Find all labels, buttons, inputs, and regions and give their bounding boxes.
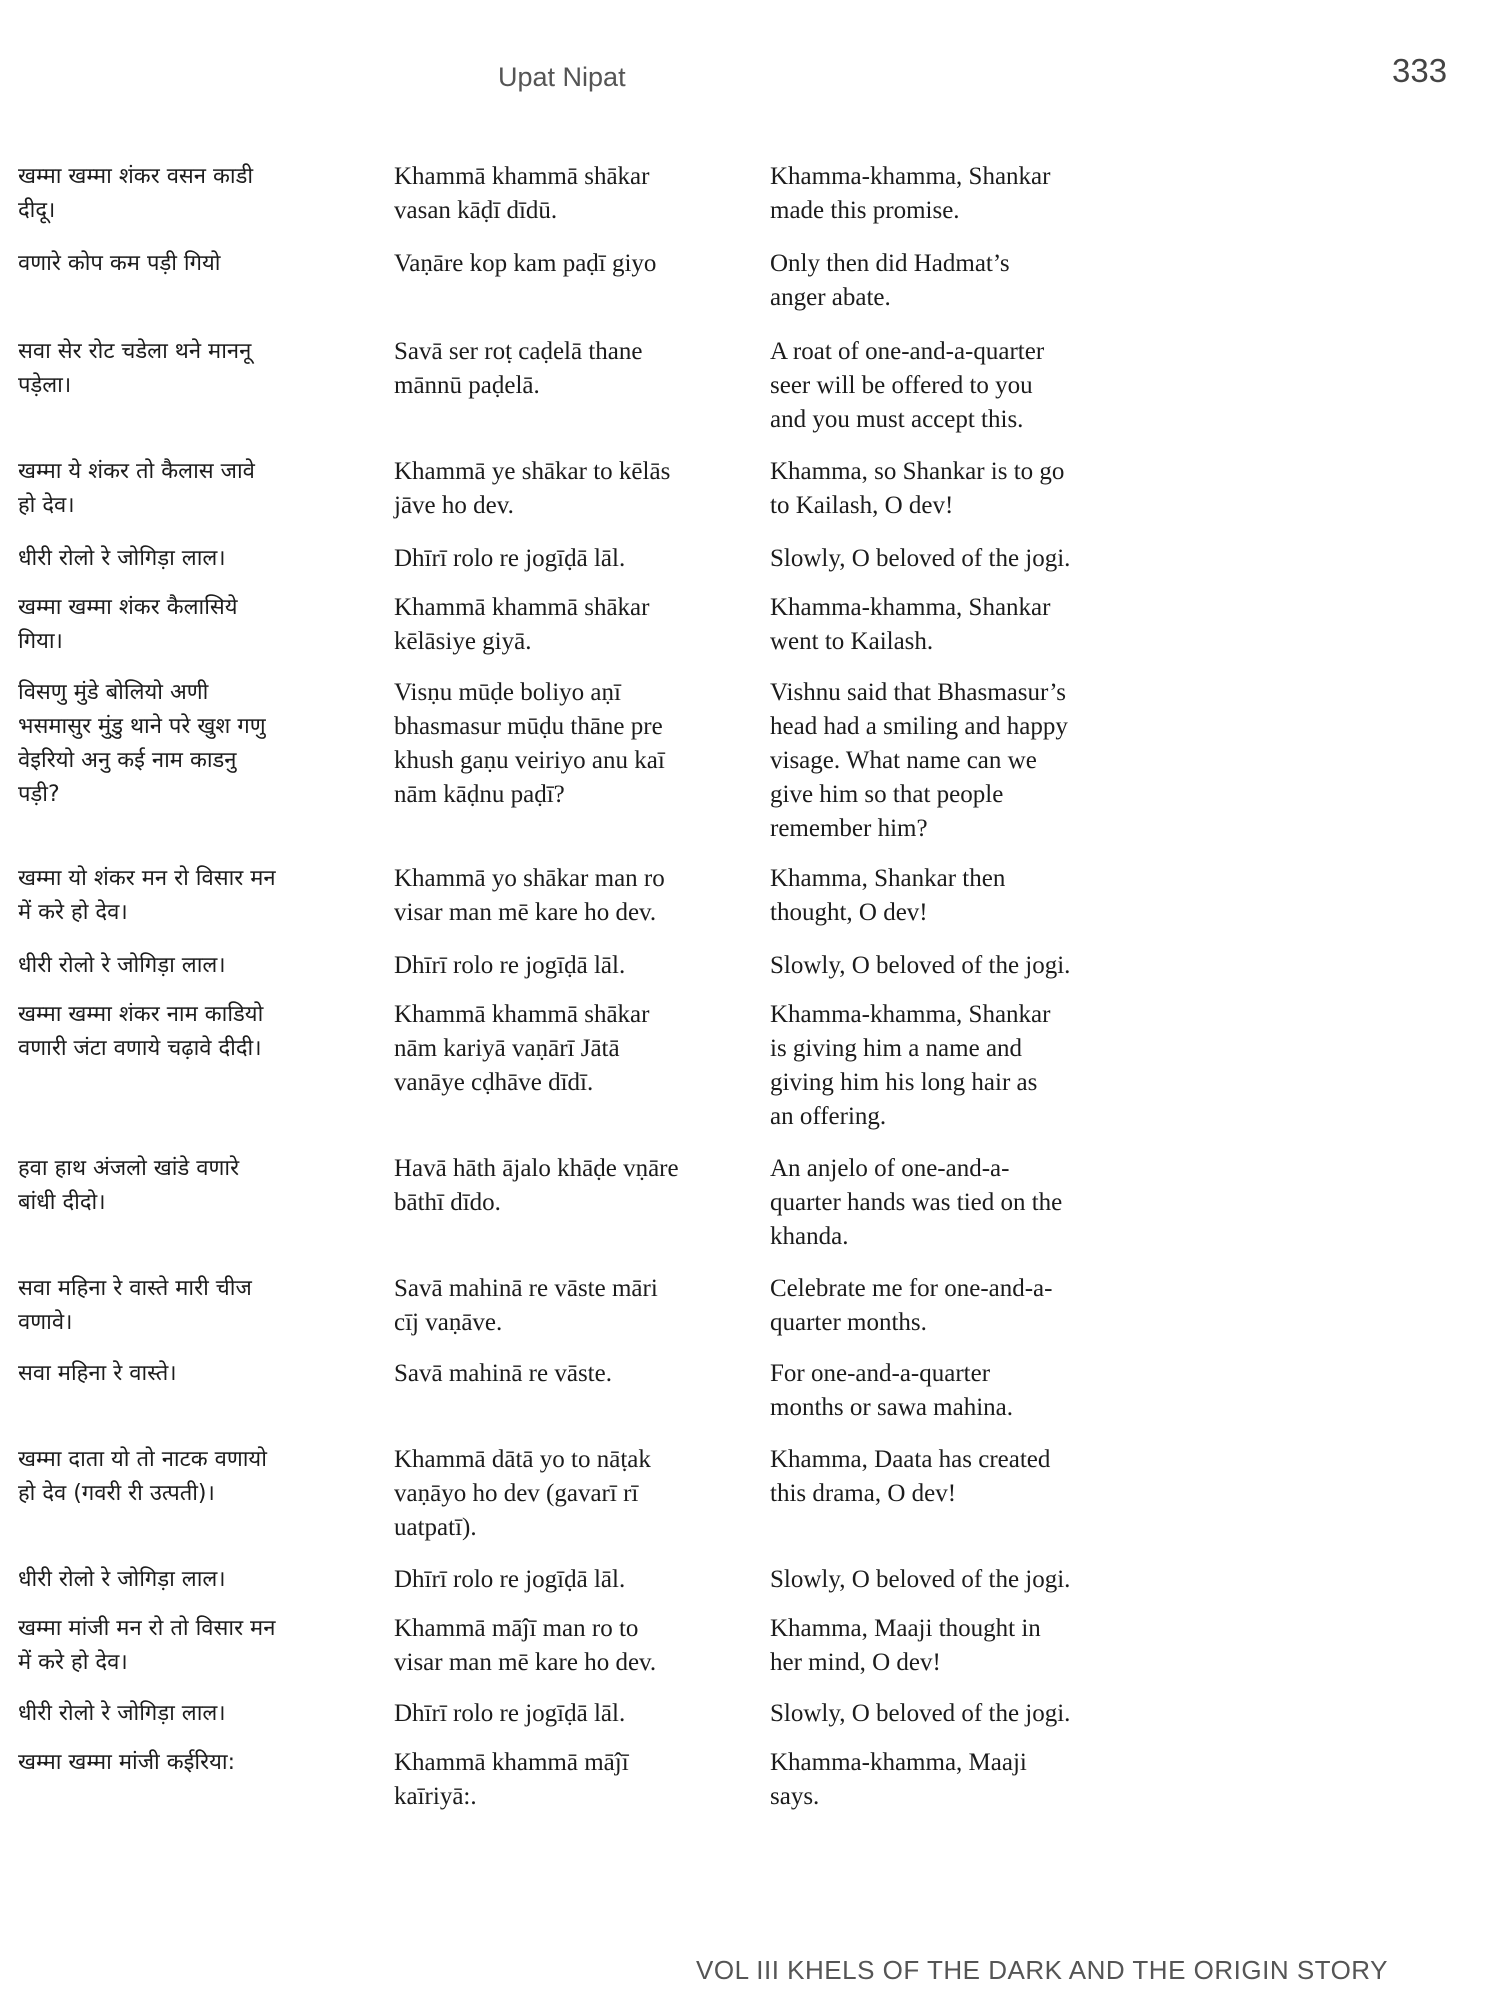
text-line: Dhīrī rolo re jogīḍā lāl. [394,1700,626,1727]
transliteration-cell [394,1746,759,1814]
text-line: हवा हाथ अंजलो खांडे वणारे [18,1156,240,1181]
running-header-title: Upat Nipat [498,62,626,92]
text-line: Dhīrī rolo re jogīḍā lāl. [394,952,626,979]
text-line: वेइरियो अनु कई नाम काडनु [18,748,237,773]
devanagari-cell [18,1357,368,1391]
devanagari-cell [18,1697,368,1731]
text-line: khush gaṇu veiriyo anu kaī [394,747,665,774]
text-line: Khamma-khamma, Shankar [770,163,1051,190]
text-line: Havā hāth ājalo khāḍe vṇāre [394,1155,679,1182]
text-line: her mind, O dev! [770,1649,941,1676]
text-line: this drama, O dev! [770,1480,957,1507]
text-line: सवा महिना रे वास्ते मारी चीज [18,1276,252,1301]
translation-cell [770,160,1130,228]
translation-cell [770,591,1130,659]
devanagari-cell [18,542,368,576]
text-line: दीदू। [18,198,56,223]
text-line: Dhīrī rolo re jogīḍā lāl. [394,1566,626,1593]
transliteration-cell [394,247,759,281]
translation-cell [770,1612,1130,1680]
transliteration-cell [394,676,759,812]
translation-cell [770,455,1130,523]
translation-cell [770,998,1130,1134]
transliteration-cell [394,160,759,228]
transliteration-cell [394,1357,759,1391]
text-line: धीरी रोलो रे जोगिड़ा लाल। [18,546,226,571]
devanagari-cell [18,455,368,523]
text-line: Khamma-khamma, Shankar [770,1001,1051,1028]
text-line: Slowly, O beloved of the jogi. [770,952,1071,979]
text-line: kēlāsiye giyā. [394,628,532,655]
translation-cell [770,335,1130,437]
text-line: Khammā khammā shākar [394,163,650,190]
text-line: head had a smiling and happy [770,713,1068,740]
translation-cell [770,1357,1130,1425]
text-line: Dhīrī rolo re jogīḍā lāl. [394,545,626,572]
text-line: Savā mahinā re vāste. [394,1360,612,1387]
translation-cell [770,542,1130,576]
text-line: पड़ेला। [18,373,72,398]
text-line: vasan kāḍī dīdū. [394,197,558,224]
text-line: खम्मा यो शंकर मन रो विसार मन [18,866,276,891]
text-line: thought, O dev! [770,899,928,926]
text-line: Khamma, Shankar then [770,865,1006,892]
text-line: Slowly, O beloved of the jogi. [770,1566,1071,1593]
text-line: to Kailash, O dev! [770,492,954,519]
devanagari-cell [18,949,368,983]
text-line: Khamma-khamma, Shankar [770,594,1051,621]
text-line: giving him his long hair as [770,1069,1038,1096]
text-line: वणारे कोप कम पड़ी गियो [18,251,221,276]
devanagari-cell [18,591,368,659]
text-line: हो देव। [18,493,75,518]
translation-cell [770,1563,1130,1597]
text-line: give him so that people [770,781,1004,808]
text-line: uatpatī). [394,1514,477,1541]
text-line: गिया। [18,629,63,654]
text-line: में करे हो देव। [18,900,128,925]
text-line: nām kāḍnu paḍī? [394,781,565,808]
devanagari-cell [18,160,368,228]
text-line: में करे हो देव। [18,1650,128,1675]
transliteration-cell [394,1443,759,1545]
text-line: खम्मा मांजी मन रो तो विसार मन [18,1616,276,1641]
text-line: खम्मा खम्मा शंकर कैलासिये [18,595,238,620]
text-line: Slowly, O beloved of the jogi. [770,545,1071,572]
translation-cell [770,676,1130,846]
text-line: and you must accept this. [770,406,1024,433]
text-line: वणावे। [18,1310,73,1335]
text-line: Savā mahinā re vāste māri [394,1275,658,1302]
running-footer: VOL III KHELS OF THE DARK AND THE ORIGIN STORY [696,1955,1388,1985]
translation-cell [770,1697,1130,1731]
devanagari-cell [18,247,368,281]
transliteration-cell [394,1697,759,1731]
text-line: Khammā khammā shākar [394,1001,650,1028]
translation-cell [770,1746,1130,1814]
text-line: Khammā yo shākar man ro [394,865,665,892]
text-line: visar man mē kare ho dev. [394,1649,657,1676]
text-line: Vishnu said that Bhasmasur’s [770,679,1066,706]
text-line: remember him? [770,815,928,842]
text-line: खम्मा खम्मा शंकर नाम काडियो [18,1002,264,1027]
text-line: says. [770,1783,820,1810]
text-line: mānnū paḍelā. [394,372,540,399]
text-line: visage. What name can we [770,747,1037,774]
devanagari-cell [18,1563,368,1597]
translation-cell [770,949,1130,983]
text-line: Slowly, O beloved of the jogi. [770,1700,1071,1727]
text-line: Khammā dātā yo to nāṭak [394,1446,651,1473]
devanagari-cell [18,335,368,403]
text-line: वणारी जंटा वणाये चढ़ावे दीदी। [18,1036,262,1061]
transliteration-cell [394,455,759,523]
text-line: seer will be offered to you [770,372,1033,399]
text-line: vanāye cḍhāve dīdī. [394,1069,594,1096]
devanagari-cell [18,1443,368,1511]
text-line: Khammā khammā māĵī [394,1749,629,1776]
devanagari-cell [18,1272,368,1340]
text-line: is giving him a name and [770,1035,1023,1062]
text-line: An anjelo of one-and-a- [770,1155,1010,1182]
text-line: Khamma-khamma, Maaji [770,1749,1027,1776]
text-line: Savā ser roṭ caḍelā thane [394,338,643,365]
devanagari-cell [18,1612,368,1680]
text-line: Vaṇāre kop kam paḍī giyo [394,250,657,277]
transliteration-cell [394,1612,759,1680]
text-line: anger abate. [770,284,891,311]
text-line: पड़ी? [18,782,60,807]
text-line: cīj vaṇāve. [394,1309,503,1336]
text-line: धीरी रोलो रे जोगिड़ा लाल। [18,1701,226,1726]
text-line: Khammā ye shākar to kēlās [394,458,671,485]
text-line: vaṇāyo ho dev (gavarī rī [394,1480,639,1507]
text-line: A roat of one-and-a-quarter [770,338,1045,365]
text-line: खम्मा खम्मा शंकर वसन काडी [18,164,254,189]
text-line: months or sawa mahina. [770,1394,1014,1421]
text-line: भसमासुर मुंडु थाने परे खुश गणु [18,714,266,739]
text-line: Khamma, Maaji thought in [770,1615,1041,1642]
text-line: धीरी रोलो रे जोगिड़ा लाल। [18,1567,226,1592]
page-number: 333 [1392,52,1448,89]
text-line: went to Kailash. [770,628,934,655]
transliteration-cell [394,1272,759,1340]
transliteration-cell [394,335,759,403]
text-line: For one-and-a-quarter [770,1360,991,1387]
text-line: Visṇu mūḍe boliyo aṇī [394,679,621,706]
translation-cell [770,1443,1130,1511]
text-line: खम्मा दाता यो तो नाटक वणायो [18,1447,267,1472]
text-line: made this promise. [770,197,960,224]
devanagari-cell [18,862,368,930]
devanagari-cell [18,1746,368,1780]
transliteration-cell [394,998,759,1100]
devanagari-cell [18,1152,368,1220]
translation-cell [770,1152,1130,1254]
text-line: quarter hands was tied on the [770,1189,1063,1216]
text-line: Khammā māĵī man ro to [394,1615,639,1642]
text-line: bhasmasur mūḍu thāne pre [394,713,663,740]
transliteration-cell [394,862,759,930]
transliteration-cell [394,591,759,659]
text-line: kaīriyā:. [394,1783,477,1810]
text-line: धीरी रोलो रे जोगिड़ा लाल। [18,953,226,978]
devanagari-cell [18,998,368,1066]
text-line: बांधी दीदो। [18,1190,106,1215]
translation-cell [770,1272,1130,1340]
text-line: खम्मा ये शंकर तो कैलास जावे [18,459,255,484]
text-line: nām kariyā vaṇārī Jātā [394,1035,620,1062]
text-line: खम्मा खम्मा मांजी कईरिया: [18,1750,235,1775]
transliteration-cell [394,949,759,983]
translation-cell [770,862,1130,930]
text-line: विसणु मुंडे बोलियो अणी [18,680,209,705]
text-line: an offering. [770,1103,887,1130]
text-line: bāthī dīdo. [394,1189,501,1216]
devanagari-cell [18,676,368,812]
transliteration-cell [394,1152,759,1220]
transliteration-cell [394,1563,759,1597]
text-line: khanda. [770,1223,849,1250]
text-line: Only then did Hadmat’s [770,250,1010,277]
text-line: सवा महिना रे वास्ते। [18,1361,177,1386]
text-line: हो देव (गवरी री उत्पती)। [18,1481,215,1506]
text-line: jāve ho dev. [394,492,514,519]
text-line: quarter months. [770,1309,927,1336]
text-line: Khamma, Daata has created [770,1446,1051,1473]
text-line: सवा सेर रोट चडेला थने माननू [18,339,252,364]
text-line: Celebrate me for one-and-a- [770,1275,1053,1302]
translation-cell [770,247,1130,315]
transliteration-cell [394,542,759,576]
text-line: Khammā khammā shākar [394,594,650,621]
text-line: Khamma, so Shankar is to go [770,458,1065,485]
text-line: visar man mē kare ho dev. [394,899,657,926]
